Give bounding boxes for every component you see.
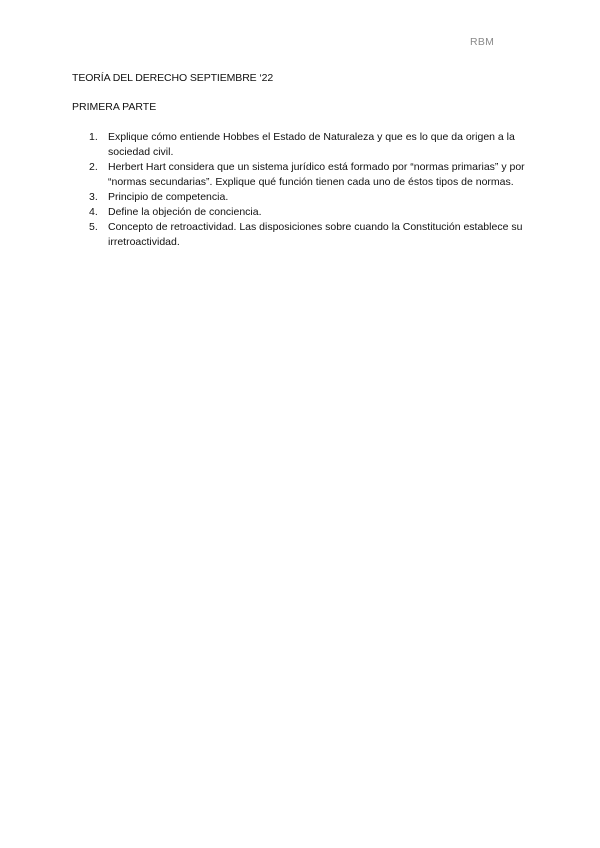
question-text: Concepto de retroactividad. Las disposiciones sobre cuando la Constitución establece su irretroactividad. bbox=[108, 221, 523, 248]
list-item bbox=[72, 130, 532, 160]
list-item bbox=[72, 220, 532, 250]
list-item bbox=[72, 190, 532, 205]
question-text: Explique cómo entiende Hobbes el Estado de Naturaleza y que es lo que da origen a la sociedad civil. bbox=[108, 131, 515, 158]
list-item bbox=[72, 160, 532, 190]
question-text: Principio de competencia. bbox=[108, 191, 229, 203]
question-number: 5. bbox=[89, 221, 98, 233]
list-item bbox=[72, 205, 532, 220]
section-heading: PRIMERA PARTE bbox=[72, 101, 157, 113]
question-text: Herbert Hart considera que un sistema jurídico está formado por “normas primarias” y por “normas secundarias”. Explique qué función tienen cada uno de éstos tipos de normas. bbox=[108, 161, 525, 188]
question-text: Define la objeción de conciencia. bbox=[108, 206, 262, 218]
question-list bbox=[72, 130, 532, 250]
header-initials: RBM bbox=[470, 36, 495, 48]
exam-title: TEORÍA DEL DERECHO SEPTIEMBRE ‘22 bbox=[72, 72, 274, 84]
question-number: 3. bbox=[89, 191, 98, 203]
question-number: 1. bbox=[89, 131, 98, 143]
question-number: 2. bbox=[89, 161, 98, 173]
question-number: 4. bbox=[89, 206, 98, 218]
